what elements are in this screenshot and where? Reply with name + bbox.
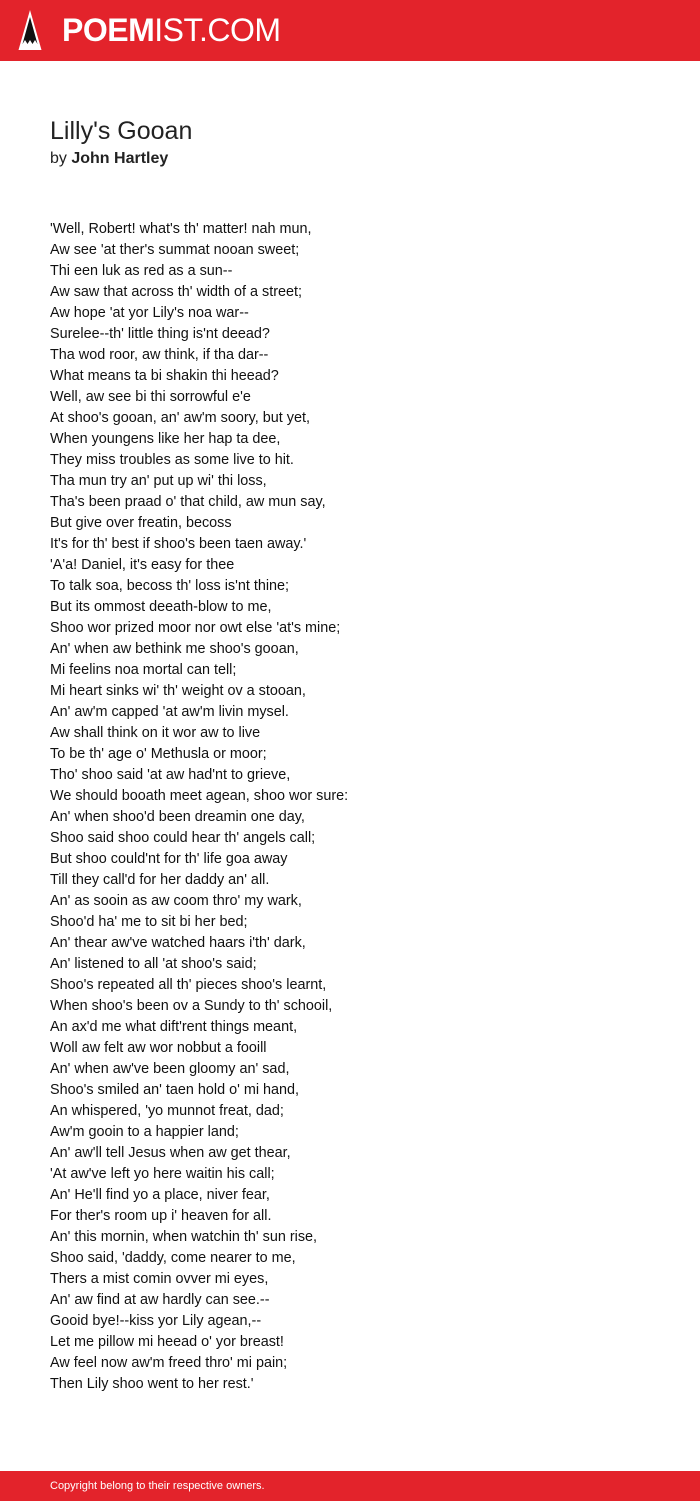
poem-line: Mi heart sinks wi' th' weight ov a stooan,	[50, 683, 306, 699]
poem-line: Shoo's smiled an' taen hold o' mi hand,	[50, 1082, 300, 1098]
poem-line: Well, aw see bi thi sorrowful e'e	[50, 389, 251, 405]
poem-line: 'A'a! Daniel, it's easy for thee	[50, 557, 235, 573]
poem-line: Let me pillow mi heead o' yor breast!	[50, 1334, 284, 1350]
poem-line: Then Lily shoo went to her rest.'	[50, 1376, 254, 1392]
poem-line: Aw'm gooin to a happier land;	[50, 1124, 239, 1140]
poem-title: Lilly's Gooan	[50, 117, 193, 145]
poem-line: An' thear aw've watched haars i'th' dark,	[50, 935, 306, 951]
poem-line: An' when aw've been gloomy an' sad,	[50, 1061, 290, 1077]
poem-line: To talk soa, becoss th' loss is'nt thine;	[50, 578, 290, 594]
poem-line: An' aw'll tell Jesus when aw get thear,	[50, 1145, 291, 1161]
poem-line: When shoo's been ov a Sundy to th' schooil,	[50, 998, 333, 1014]
poem-line: At shoo's gooan, an' aw'm soory, but yet,	[50, 410, 310, 426]
poem-line: 'At aw've left yo here waitin his call;	[50, 1166, 275, 1182]
poem-line: Shoo wor prized moor nor owt else 'at's mine;	[50, 620, 341, 636]
author-name: John Hartley	[71, 150, 169, 167]
poem-line: To be th' age o' Methusla or moor;	[50, 746, 267, 762]
poem-line: But give over freatin, becoss	[50, 515, 232, 531]
poem-line: Shoo'd ha' me to sit bi her bed;	[50, 914, 248, 930]
poem-line: Aw see 'at ther's summat nooan sweet;	[50, 242, 300, 258]
poem-line: Gooid bye!--kiss yor Lily agean,--	[50, 1313, 262, 1329]
poem-line: Shoo's repeated all th' pieces shoo's learnt,	[50, 977, 327, 993]
poem-body	[50, 219, 670, 1395]
poem-line: Shoo said, 'daddy, come nearer to me,	[50, 1250, 296, 1266]
poem-line: An' aw'm capped 'at aw'm livin mysel.	[50, 704, 289, 720]
poem-line: An' aw find at aw hardly can see.--	[50, 1292, 270, 1308]
byline	[50, 148, 168, 170]
poem-line: An ax'd me what dift'rent things meant,	[50, 1019, 298, 1035]
poem-line: They miss troubles as some live to hit.	[50, 452, 294, 468]
poem-line: An' He'll find yo a place, niver fear,	[50, 1187, 270, 1203]
poem-line: Aw hope 'at yor Lily's noa war--	[50, 305, 249, 321]
site-header	[0, 0, 700, 61]
poem-line: Surelee--th' little thing is'nt deead?	[50, 326, 270, 342]
poem-line: Aw saw that across th' width of a street;	[50, 284, 303, 300]
poem-line: An whispered, 'yo munnot freat, dad;	[50, 1103, 284, 1119]
poem-line: Till they call'd for her daddy an' all.	[50, 872, 270, 888]
logo-bold-text: POEM	[62, 12, 155, 48]
poem-line: Tha's been praad o' that child, aw mun say,	[50, 494, 326, 510]
poem-line: 'Well, Robert! what's th' matter! nah mun,	[50, 221, 312, 237]
poem-line: An' when aw bethink me shoo's gooan,	[50, 641, 299, 657]
poem-line: Aw shall think on it wor aw to live	[50, 725, 261, 741]
poem-line: Mi feelins noa mortal can tell;	[50, 662, 237, 678]
pen-nib-icon[interactable]	[17, 9, 43, 51]
poem-line: Thers a mist comin ovver mi eyes,	[50, 1271, 269, 1287]
copyright-text: Copyright belong to their respective owners.	[50, 1480, 265, 1492]
poem-line: But its ommost deeath-blow to me,	[50, 599, 272, 615]
poem-line: An' when shoo'd been dreamin one day,	[50, 809, 305, 825]
byline-prefix: by	[50, 150, 67, 167]
poem-line: Tha mun try an' put up wi' thi loss,	[50, 473, 267, 489]
poem-line: Thi een luk as red as a sun--	[50, 263, 233, 279]
poem-line: Tha wod roor, aw think, if tha dar--	[50, 347, 269, 363]
poem-line: An' listened to all 'at shoo's said;	[50, 956, 257, 972]
site-footer	[0, 1471, 700, 1501]
poem-line: Woll aw felt aw wor nobbut a fooill	[50, 1040, 267, 1056]
poem-line: An' as sooin as aw coom thro' my wark,	[50, 893, 302, 909]
poem-line: Shoo said shoo could hear th' angels call;	[50, 830, 316, 846]
poem-line: For ther's room up i' heaven for all.	[50, 1208, 272, 1224]
poem-line: Tho' shoo said 'at aw had'nt to grieve,	[50, 767, 291, 783]
poem-line: An' this mornin, when watchin th' sun rise,	[50, 1229, 318, 1245]
poem-line: What means ta bi shakin thi heead?	[50, 368, 279, 384]
poem-line: When youngens like her hap ta dee,	[50, 431, 281, 447]
poem-line: But shoo could'nt for th' life goa away	[50, 851, 288, 867]
poem-line: It's for th' best if shoo's been taen away.'	[50, 536, 307, 552]
poem-line: Aw feel now aw'm freed thro' mi pain;	[50, 1355, 288, 1371]
logo-light-text: IST.COM	[154, 12, 281, 48]
site-logo[interactable]	[62, 11, 281, 49]
poem-line: We should booath meet agean, shoo wor sure:	[50, 788, 349, 804]
